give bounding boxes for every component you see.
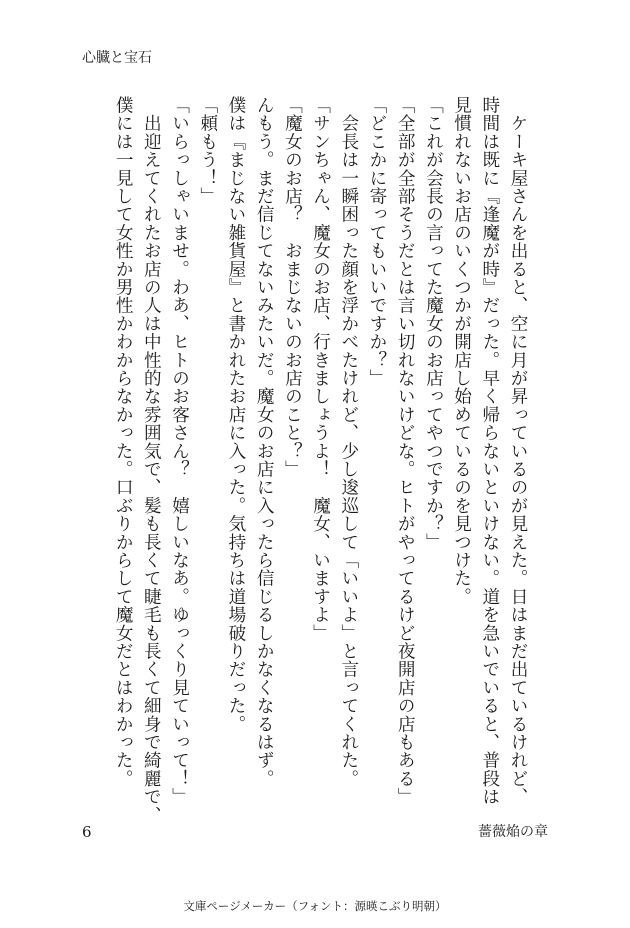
page-number: 6 <box>82 823 92 841</box>
book-title: 心臓と宝石 <box>82 50 152 66</box>
text-line-10: んもう。まだ信じてないみたいだ。魔女のお店に入ったら信じるしかなくなるはず。 <box>254 96 275 788</box>
text-line-15: 僕には一見して女性か男性かわからなかった。口ぶりからして魔女だとはわかった。 <box>113 96 134 788</box>
text-line-2: 時間は既に『逢魔が時』だった。早く帰らないといけない。道を急いでいると、普段は <box>479 96 500 806</box>
text-line-1: ケーキ屋さんを出ると、空に月が昇っているのが見えた。日はまだ出ているけれど、 <box>508 96 528 806</box>
text-line-6: 「どこかに寄ってもいいですか？」 <box>366 96 387 388</box>
text-line-5: 「全部が全部そうだとは言い切れないけどな。ヒトがやってるけど夜開店の店もある」 <box>395 96 416 806</box>
text-line-3: 見慣れないお店のいくつかが開店し始めているのを見つけた。 <box>451 96 472 606</box>
chapter-title: 薔薇焔の章 <box>478 824 548 840</box>
text-line-11: 僕は『まじない雑貨屋』と書かれたお店に入った。気持ちは道場破りだった。 <box>225 96 246 733</box>
text-line-4: 「これが会長の言ってた魔女のお店ってやつですか？」 <box>423 96 444 551</box>
text-line-7: 会長は一瞬困った顔を浮かべたけれど、少し逡巡して「いいよ」と言ってくれた。 <box>338 96 359 788</box>
footer-credit: 文庫ページメーカー（フォント：源暎こぶり明朝） <box>183 899 447 913</box>
text-line-14: 出迎えてくれたお店の人は中性的な雰囲気で、髪も長くて睫毛も長くて細身で綺麗で、 <box>141 96 162 824</box>
vertical-body-text <box>109 96 532 824</box>
text-line-9: 「魔女のお店？ おまじないのお店のこと？」 <box>282 96 303 479</box>
text-line-8: 「サンちゃん、魔女のお店、行きましょうよ！ 魔女、いますよ」 <box>310 96 331 642</box>
text-line-12: 「頼もう！」 <box>197 96 218 206</box>
text-line-13: 「いらっしゃいませ。わあ、ヒトのお客さん？ 嬉しいなあ。ゆっくり見ていって！」 <box>169 96 190 806</box>
